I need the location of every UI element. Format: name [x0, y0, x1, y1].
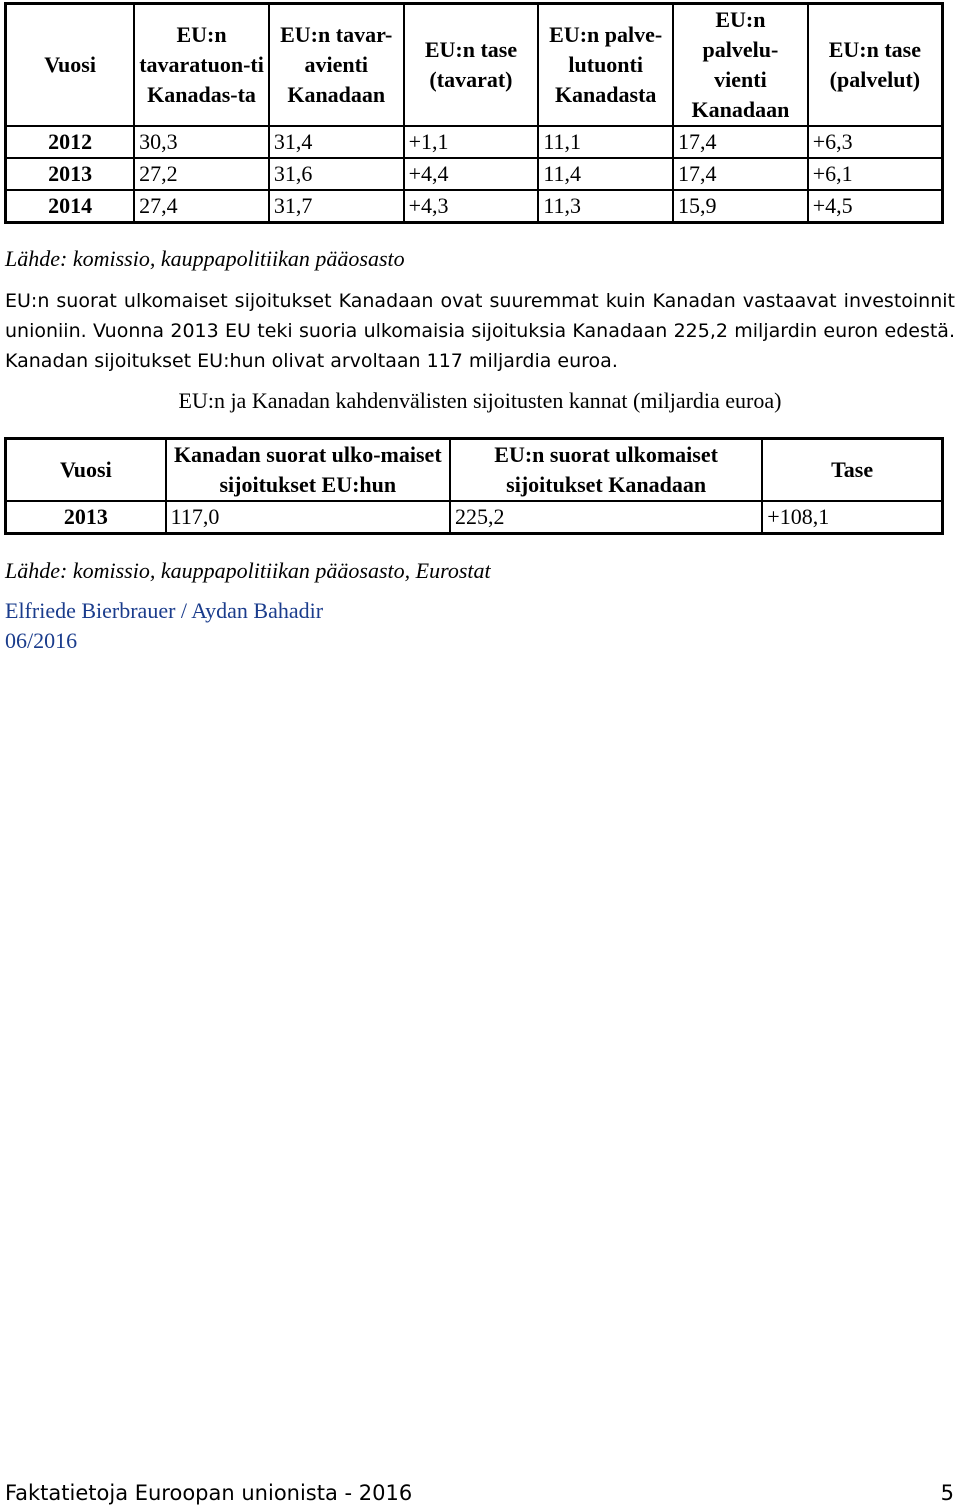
table-cell: 11,1 [538, 126, 673, 158]
investment-table [4, 437, 944, 535]
table-cell: +1,1 [404, 126, 539, 158]
table-row [6, 501, 943, 534]
source-note: Lähde: komissio, kauppapolitiikan pääosasto [5, 246, 405, 271]
header-balance: Tase [762, 439, 942, 502]
table-cell: 17,4 [673, 158, 808, 190]
header-services-import: EU:n palve-lutuonti Kanadasta [538, 4, 673, 127]
table-header-row [6, 4, 943, 127]
header-goods-export: EU:n tavar-avienti Kanadaan [269, 4, 404, 127]
table-row [6, 190, 943, 223]
table-cell: 225,2 [450, 501, 762, 534]
table-cell: 27,2 [134, 158, 269, 190]
author-names: Elfriede Bierbrauer / Aydan Bahadir [5, 598, 324, 623]
table-cell: 31,7 [269, 190, 404, 223]
table-cell: 15,9 [673, 190, 808, 223]
table-cell: +6,1 [808, 158, 943, 190]
table-cell: 117,0 [166, 501, 450, 534]
table-cell: +4,3 [404, 190, 539, 223]
table-cell: 11,4 [538, 158, 673, 190]
header-services-balance: EU:n tase (palvelut) [808, 4, 943, 127]
header-goods-import: EU:n tavaratuon-ti Kanadas-ta [134, 4, 269, 127]
table-cell: +6,3 [808, 126, 943, 158]
table-cell: 27,4 [134, 190, 269, 223]
header-services-export: EU:n palvelu-vienti Kanadaan [673, 4, 808, 127]
table-cell: +108,1 [762, 501, 942, 534]
header-vuosi: Vuosi [6, 4, 135, 127]
row-year: 2013 [6, 158, 135, 190]
page-number: 5 [940, 1481, 954, 1505]
trade-table [4, 2, 944, 224]
source-note: Lähde: komissio, kauppapolitiikan pääosasto, Eurostat [5, 558, 491, 583]
body-paragraph: EU:n suorat ulkomaiset sijoitukset Kanadaan ovat suuremmat kuin Kanadan vastaavat investoinnit unioniin. Vuonna 2013 EU teki suoria ulkomaisia sijoituksia Kanadaan 225,2 miljardin euron edestä. Kanadan sijoitukset EU:hun olivat arvoltaan 117 miljardia euroa. [5, 290, 955, 372]
table-cell: 17,4 [673, 126, 808, 158]
table-row [6, 126, 943, 158]
table-row [6, 158, 943, 190]
publication-date: 06/2016 [5, 628, 78, 653]
table-cell: 31,6 [269, 158, 404, 190]
header-eu-fdi: EU:n suorat ulkomaiset sijoitukset Kanadaan [450, 439, 762, 502]
table-cell: 31,4 [269, 126, 404, 158]
table-cell: +4,4 [404, 158, 539, 190]
table-header-row [6, 439, 943, 502]
table-cell: 11,3 [538, 190, 673, 223]
header-canada-fdi: Kanadan suorat ulko-maiset sijoitukset EU:hun [166, 439, 450, 502]
table-cell: 30,3 [134, 126, 269, 158]
header-goods-balance: EU:n tase (tavarat) [404, 4, 539, 127]
row-year: 2013 [6, 501, 166, 534]
header-vuosi: Vuosi [6, 439, 166, 502]
table-caption: EU:n ja Kanadan kahdenvälisten sijoitusten kannat (miljardia euroa) [178, 388, 782, 413]
table-cell: +4,5 [808, 190, 943, 223]
row-year: 2012 [6, 126, 135, 158]
row-year: 2014 [6, 190, 135, 223]
footer-title: Faktatietoja Euroopan unionista - 2016 [5, 1481, 413, 1505]
